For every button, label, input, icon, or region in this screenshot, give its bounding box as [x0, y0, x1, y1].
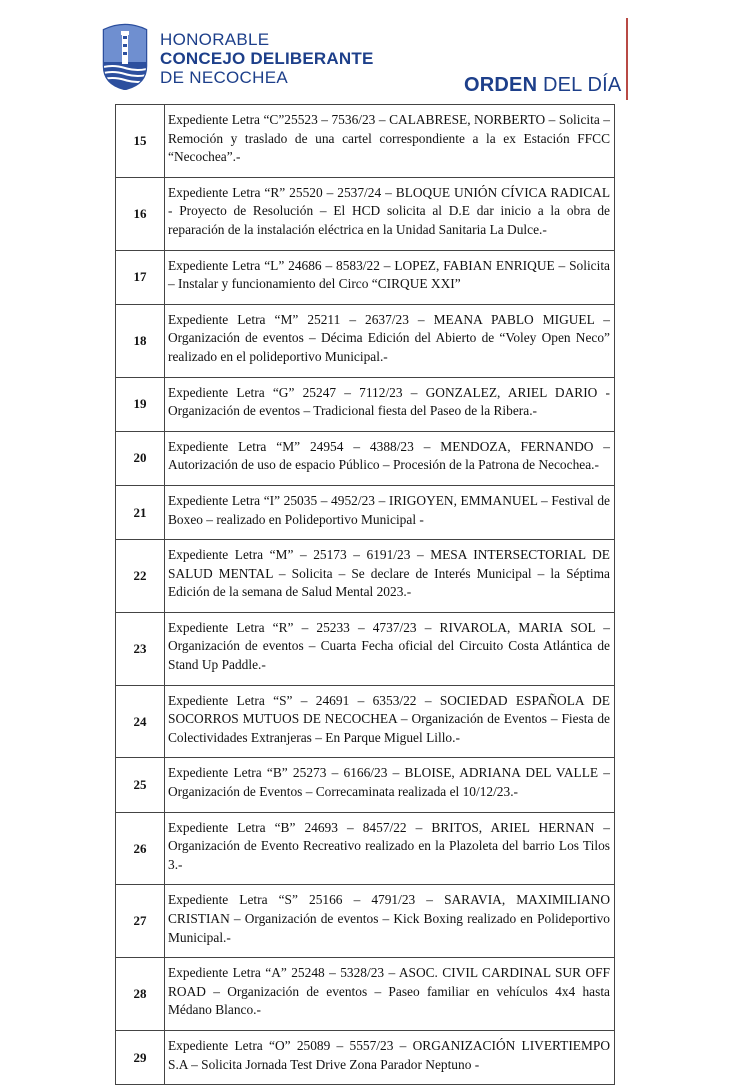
item-number: 16	[116, 177, 165, 250]
agenda-row	[116, 885, 615, 958]
agenda-row	[116, 812, 615, 885]
item-number: 23	[116, 612, 165, 685]
agenda-row	[116, 377, 615, 431]
item-description: Expediente Letra “S” 25166 – 4791/23 – SARAVIA, MAXIMILIANO CRISTIAN – Organización de eventos – Kick Boxing realizado en Polideportivo Municipal.-	[165, 885, 615, 958]
agenda-row	[116, 758, 615, 812]
item-description: Expediente Letra “M” 24954 – 4388/23 – MENDOZA, FERNANDO – Autorización de uso de espacio Público – Procesión de la Patrona de Necochea.-	[165, 431, 615, 485]
org-line-1: HONORABLE	[160, 30, 270, 49]
org-line-3: DE NECOCHEA	[160, 68, 288, 87]
agenda-row	[116, 304, 615, 377]
agenda-row	[116, 105, 615, 178]
item-number: 27	[116, 885, 165, 958]
item-description: Expediente Letra “R” – 25233 – 4737/23 – RIVAROLA, MARIA SOL – Organización de eventos – Cuarta Fecha oficial del Circuito Costa Atlántica de Stand Up Paddle.-	[165, 612, 615, 685]
council-logo-icon	[100, 22, 150, 90]
item-number: 29	[116, 1030, 165, 1084]
agenda-row	[116, 685, 615, 758]
organization-name	[160, 30, 374, 87]
agenda-row	[116, 612, 615, 685]
document-title-bold: ORDEN	[464, 74, 538, 96]
agenda-row	[116, 177, 615, 250]
item-number: 18	[116, 304, 165, 377]
item-number: 25	[116, 758, 165, 812]
agenda-row	[116, 485, 615, 539]
document-title-rest: DEL DÍA	[537, 74, 622, 96]
item-description: Expediente Letra “L” 24686 – 8583/22 – LOPEZ, FABIAN ENRIQUE – Solicita – Instalar y funcionamiento del Circo “CIRQUE XXI”	[165, 250, 615, 304]
item-description: Expediente Letra “A” 25248 – 5328/23 – ASOC. CIVIL CARDINAL SUR OFF ROAD – Organización de eventos – Paseo familiar en vehículos 4x4 hasta Médano Blanco.-	[165, 958, 615, 1031]
item-number: 19	[116, 377, 165, 431]
item-description: Expediente Letra “B” 24693 – 8457/22 – BRITOS, ARIEL HERNAN – Organización de Evento Recreativo realizado en la Plazoleta del barrio Los Tilos 3.-	[165, 812, 615, 885]
item-number: 20	[116, 431, 165, 485]
item-number: 22	[116, 540, 165, 613]
item-number: 24	[116, 685, 165, 758]
agenda-table	[115, 104, 615, 1085]
item-description: Expediente Letra “B” 25273 – 6166/23 – BLOISE, ADRIANA DEL VALLE – Organización de Eventos – Correcaminata realizada el 10/12/23.-	[165, 758, 615, 812]
item-number: 26	[116, 812, 165, 885]
page-header	[0, 0, 730, 104]
agenda-row	[116, 431, 615, 485]
item-number: 21	[116, 485, 165, 539]
agenda-row	[116, 540, 615, 613]
org-line-2: CONCEJO DELIBERANTE	[160, 49, 374, 68]
item-number: 17	[116, 250, 165, 304]
item-description: Expediente Letra “I” 25035 – 4952/23 – IRIGOYEN, EMMANUEL – Festival de Boxeo – realizado en Polideportivo Municipal -	[165, 485, 615, 539]
document-title	[464, 74, 621, 97]
item-description: Expediente Letra “R” 25520 – 2537/24 – BLOQUE UNIÓN CÍVICA RADICAL - Proyecto de Resolución – El HCD solicita al D.E dar inicio a la obra de reparación de la instalación eléctrica en la Unidad Sanitaria La Dulce.-	[165, 177, 615, 250]
item-number: 15	[116, 105, 165, 178]
agenda-row	[116, 1030, 615, 1084]
item-number: 28	[116, 958, 165, 1031]
item-description: Expediente Letra “S” – 24691 – 6353/22 – SOCIEDAD ESPAÑOLA DE SOCORROS MUTUOS DE NECOCHEA – Organización de Eventos – Fiesta de Colectividades Extranjeras – En Parque Miguel Lillo.-	[165, 685, 615, 758]
agenda-row	[116, 958, 615, 1031]
agenda-row	[116, 250, 615, 304]
item-description: Expediente Letra “M” – 25173 – 6191/23 – MESA INTERSECTORIAL DE SALUD MENTAL – Solicita – Se declare de Interés Municipal – la Séptima Edición de la semana de Salud Mental 2023.-	[165, 540, 615, 613]
item-description: Expediente Letra “O” 25089 – 5557/23 – ORGANIZACIÓN LIVERTIEMPO S.A – Solicita Jornada Test Drive Zona Parador Neptuno -	[165, 1030, 615, 1084]
agenda-table-body	[116, 105, 615, 1085]
item-description: Expediente Letra “M” 25211 – 2637/23 – MEANA PABLO MIGUEL – Organización de eventos – Décima Edición del Abierto de “Voley Open Neco” realizado en el polideportivo Municipal.-	[165, 304, 615, 377]
item-description: Expediente Letra “G” 25247 – 7112/23 – GONZALEZ, ARIEL DARIO - Organización de eventos – Tradicional fiesta del Paseo de la Ribera.-	[165, 377, 615, 431]
item-description: Expediente Letra “C”25523 – 7536/23 – CALABRESE, NORBERTO – Solicita – Remoción y traslado de una cartel correspondiente a la ex Estación FFCC “Necochea”.-	[165, 105, 615, 178]
header-divider	[626, 18, 628, 100]
